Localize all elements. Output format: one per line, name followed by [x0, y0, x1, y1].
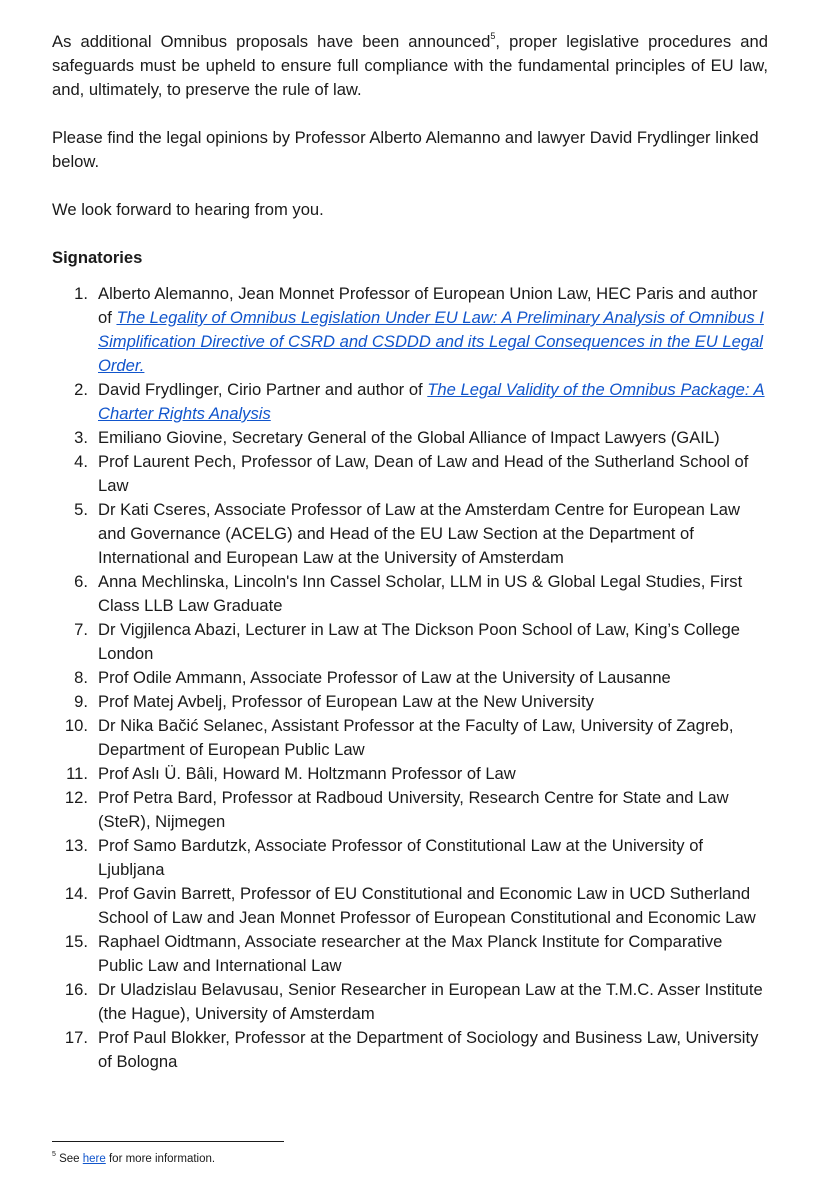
- signatory-item: [52, 762, 768, 786]
- signatory-text: Dr Vigjilenca Abazi, Lecturer in Law at The Dickson Poon School of Law, King’s College London: [98, 620, 740, 663]
- signatory-number: 10.: [64, 716, 88, 735]
- signatory-number: 5.: [74, 500, 88, 519]
- footnote-text-after: for more information.: [105, 1153, 216, 1165]
- signatory-text: Prof Samo Bardutzk, Associate Professor of Constitutional Law at the University of Ljubljana: [98, 836, 704, 879]
- signatory-item: [52, 882, 768, 930]
- signatory-text: Prof Odile Ammann, Associate Professor of Law at the University of Lausanne: [98, 668, 671, 687]
- signatory-text: Prof Petra Bard, Professor at Radboud University, Research Centre for State and Law (SteR), Nijmegen: [98, 788, 729, 831]
- signatory-text: Emiliano Giovine, Secretary General of the Global Alliance of Impact Lawyers (GAIL): [98, 428, 720, 447]
- signatory-number: 15.: [64, 932, 88, 951]
- footnote-number: 5: [52, 1151, 56, 1159]
- signatory-number: 11.: [66, 764, 88, 783]
- signatory-number: 12.: [64, 788, 88, 807]
- signatory-text: Prof Matej Avbelj, Professor of European Law at the New University: [98, 692, 594, 711]
- signatory-number: 3.: [74, 428, 88, 447]
- signatory-item: [52, 978, 768, 1026]
- signatories-list: [52, 282, 768, 1074]
- signatory-number: 7.: [74, 620, 88, 639]
- signatory-text: Alberto Alemanno, Jean Monnet Professor of European Union Law, HEC Paris and author of: [98, 284, 758, 327]
- signatories-heading: Signatories: [52, 248, 143, 267]
- intro-p1-rest: , proper legislative procedures and safeguards must be upheld to ensure full compliance with the fundamental principles of EU law, and, ultimately, to preserve the rule of law.: [52, 32, 768, 99]
- signatory-text: Prof Gavin Barrett, Professor of EU Constitutional and Economic Law in UCD Sutherland School of Law and Jean Monnet Professor of European Constitutional and Economic Law: [98, 884, 756, 927]
- signatory-item: [52, 450, 768, 498]
- signatory-item: [52, 666, 768, 690]
- signatory-item: [52, 1026, 768, 1074]
- signatory-number: 1.: [74, 284, 88, 303]
- signatory-text: Prof Laurent Pech, Professor of Law, Dean of Law and Head of the Sutherland School of Law: [98, 452, 749, 495]
- signatory-number: 14.: [64, 884, 88, 903]
- legal-opinion-link[interactable]: The Legality of Omnibus Legislation Under EU Law: A Preliminary Analysis of Omnibus I Simplification Directive of CSRD and CSDDD and its Legal Consequences in the EU Legal Order.: [98, 308, 764, 375]
- signatory-item: [52, 498, 768, 570]
- signatory-item: [52, 570, 768, 618]
- signatory-text: Prof Aslı Ü. Bâli, Howard M. Holtzmann Professor of Law: [98, 764, 516, 783]
- signatory-number: 8.: [74, 668, 88, 687]
- signatory-number: 13.: [64, 836, 88, 855]
- signatory-number: 2.: [74, 380, 88, 399]
- signatory-number: 4.: [74, 452, 88, 471]
- signatory-item: [52, 714, 768, 762]
- intro-p1-text: As additional Omnibus proposals have been announced: [52, 32, 491, 51]
- signatory-text: David Frydlinger, Cirio Partner and author of: [98, 380, 428, 399]
- signatory-text: Dr Nika Bačić Selanec, Assistant Professor at the Faculty of Law, University of Zagreb, Department of European Public Law: [98, 716, 734, 759]
- signatory-item: [52, 378, 768, 426]
- signatory-number: 9.: [74, 692, 88, 711]
- footnote-here-link[interactable]: here: [82, 1153, 106, 1165]
- signatory-text: Raphael Oidtmann, Associate researcher at the Max Planck Institute for Comparative Public Law and International Law: [98, 932, 723, 975]
- signatory-number: 17.: [64, 1028, 88, 1047]
- legal-opinion-link[interactable]: The Legal Validity of the Omnibus Package: A Charter Rights Analysis: [98, 380, 765, 423]
- footnote: [52, 1151, 215, 1167]
- signatory-text: Dr Kati Cseres, Associate Professor of Law at the Amsterdam Centre for European Law and Governance (ACELG) and Head of the EU Law Section at the Department of International and European Law at the University of Amsterdam: [98, 500, 740, 567]
- signatory-item: [52, 690, 768, 714]
- signatory-item: [52, 786, 768, 834]
- intro-paragraph-2: Please find the legal opinions by Professor Alberto Alemanno and lawyer David Frydlinger linked below.: [52, 128, 759, 171]
- signatory-text: Prof Paul Blokker, Professor at the Department of Sociology and Business Law, University of Bologna: [98, 1028, 759, 1071]
- footnote-text-before: See: [55, 1153, 83, 1165]
- footnote-divider: [52, 1141, 284, 1142]
- document-body: [52, 30, 768, 1074]
- intro-paragraph-1: [52, 30, 768, 102]
- footnote-ref-5: 5: [490, 31, 496, 42]
- signatory-text: Anna Mechlinska, Lincoln's Inn Cassel Scholar, LLM in US & Global Legal Studies, First Class LLB Law Graduate: [98, 572, 743, 615]
- signatory-item: [52, 426, 768, 450]
- signatory-item: [52, 834, 768, 882]
- signatory-item: [52, 930, 768, 978]
- intro-paragraph-3: We look forward to hearing from you.: [52, 200, 324, 219]
- signatory-text: Dr Uladzislau Belavusau, Senior Researcher in European Law at the T.M.C. Asser Institute (the Hague), University of Amsterdam: [98, 980, 763, 1023]
- signatory-number: 6.: [74, 572, 88, 591]
- signatory-number: 16.: [64, 980, 88, 999]
- signatory-item: [52, 618, 768, 666]
- signatory-item: [52, 282, 768, 378]
